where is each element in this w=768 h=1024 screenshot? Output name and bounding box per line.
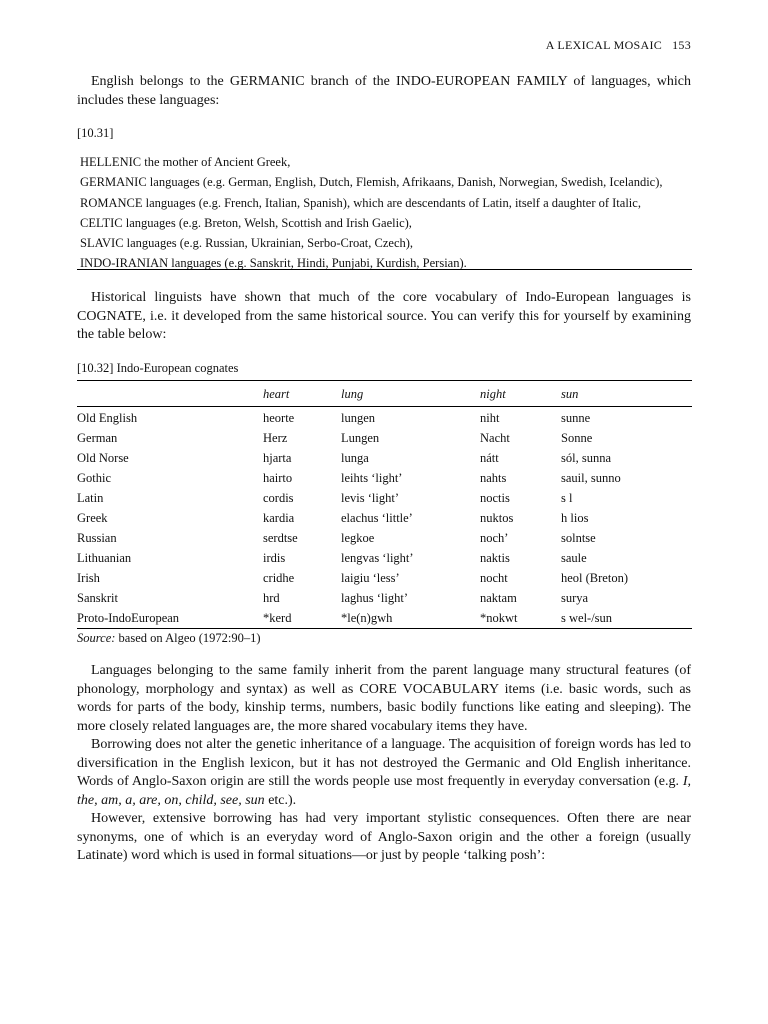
table-row [0, 471, 768, 491]
list-item: HELLENIC the mother of Ancient Greek, [80, 155, 291, 169]
list-item: ROMANCE languages (e.g. French, Italian, Spanish), which are descendants of Latin, itself a daughter of Italic, [80, 195, 641, 210]
table-cell-lung: legkoe [341, 531, 375, 545]
table-cell-language: Latin [77, 491, 104, 505]
table-row [0, 491, 768, 511]
table-cell-lung: levis ‘light’ [341, 491, 399, 505]
table-cell-lung: lunga [341, 451, 369, 465]
running-head [546, 38, 691, 53]
table-cell-sun: surya [561, 591, 589, 605]
table-cell-language: Old Norse [77, 451, 129, 465]
table-cell-sun: s wel-/sun [561, 611, 613, 625]
however-paragraph: However, extensive borrowing has had very important stylistic consequences. Often there are near synonyms, one of which is an everyday word of Anglo-Saxon origin and the other a foreign (usually Latinate) word which is used in formal situations—or just by people ‘talking posh’: [77, 811, 691, 863]
table-row [0, 571, 768, 591]
table-cell-lung: laghus ‘light’ [341, 591, 409, 605]
table-cell-lung: elachus ‘little’ [341, 511, 413, 525]
table-bottom-rule [77, 628, 692, 629]
table-cell-sun: heol (Breton) [561, 571, 628, 585]
table-cell-night: naktis [480, 551, 510, 565]
table-cell-sun: solntse [561, 531, 596, 545]
borrowing-tail: etc.). [264, 792, 297, 808]
table-row [0, 591, 768, 611]
table-cell-night: noctis [480, 491, 510, 505]
borrowing-text: Borrowing does not alter the genetic inheritance of a language. The acquisition of foreign words has led to diversification in the English lexicon, but it has not destroyed the Germanic and Old English inheritance. Words of Anglo-Saxon origin are still the words people use most frequently in everyday conversation (e.g. [77, 737, 691, 789]
column-header-night: night [480, 387, 506, 401]
borrowing-paragraph [77, 736, 691, 810]
table-source [77, 631, 261, 646]
table-cell-language: Lithuanian [77, 551, 132, 565]
column-header-sun: sun [561, 387, 579, 401]
table-cell-night: niht [480, 411, 500, 425]
table-cell-lung: lungen [341, 411, 376, 425]
table-row [0, 551, 768, 571]
table-cell-heart: cridhe [263, 571, 295, 585]
source-text: based on Algeo (1972:90–1) [118, 631, 261, 645]
table-cell-heart: Herz [263, 431, 288, 445]
table-cell-night: naktam [480, 591, 517, 605]
table-row [0, 431, 768, 451]
table-cell-language: Sanskrit [77, 591, 118, 605]
table-cell-sun: sól, sunna [561, 451, 611, 465]
table-cell-sun: sauil, sunno [561, 471, 621, 485]
table-cell-sun: saule [561, 551, 587, 565]
table-cell-night: nuktos [480, 511, 514, 525]
table-cell-lung: *le(n)gwh [341, 611, 393, 625]
table-cell-language: German [77, 431, 118, 445]
table-cell-heart: kardia [263, 511, 295, 525]
table-cell-sun: sunne [561, 411, 591, 425]
list-item: INDO-IRANIAN languages (e.g. Sanskrit, Hindi, Punjabi, Kurdish, Persian). [80, 256, 467, 271]
borrowing-examples: I, the, am, a, are, on, child, see, sun [77, 774, 691, 808]
table-cell-lung: leihts ‘light’ [341, 471, 403, 485]
table-header-rule [77, 406, 692, 407]
list-item: GERMANIC languages (e.g. German, English, Dutch, Flemish, Afrikaans, Danish, Norwegian, Swedish, Icelandic), [80, 175, 663, 190]
column-header-lung: lung [341, 387, 364, 401]
table-cell-night: nátt [480, 451, 499, 465]
table-cell-night: noch’ [480, 531, 509, 545]
table-cell-heart: heorte [263, 411, 295, 425]
table-cell-language: Proto-IndoEuropean [77, 611, 180, 625]
example-number: [10.31] [77, 126, 114, 140]
page-number: 153 [672, 38, 691, 52]
list-divider [77, 269, 692, 270]
table-cell-sun: Sonne [561, 431, 593, 445]
column-header-heart: heart [263, 387, 290, 401]
body-text [77, 662, 691, 866]
table-cell-night: Nacht [480, 431, 510, 445]
list-item: CELTIC languages (e.g. Breton, Welsh, Scottish and Irish Gaelic), [80, 215, 412, 230]
table-cell-heart: serdtse [263, 531, 298, 545]
table-row [0, 511, 768, 531]
table-cell-heart: cordis [263, 491, 294, 505]
language-list [80, 152, 663, 274]
table-cell-night: *nokwt [480, 611, 518, 625]
table-cell-language: Irish [77, 571, 100, 585]
table-row [0, 531, 768, 551]
table-cell-language: Russian [77, 531, 117, 545]
table-cell-language: Old English [77, 411, 138, 425]
table-cell-language: Gothic [77, 471, 112, 485]
table-cell-sun: h lios [561, 511, 589, 525]
table-cell-heart: hrd [263, 591, 280, 605]
running-title: A LEXICAL MOSAIC [545, 38, 663, 52]
table-cell-lung: laigiu ‘less’ [341, 571, 400, 585]
source-label: Source: [77, 631, 116, 645]
cognate-paragraph: Historical linguists have shown that much of the core vocabulary of Indo-European languages is COGNATE, i.e. it developed from the same historical source. You can verify this for yourself by examining the table below: [77, 290, 691, 342]
list-item: SLAVIC languages (e.g. Russian, Ukrainian, Serbo-Croat, Czech), [80, 236, 414, 251]
table-cell-language: Greek [77, 511, 108, 525]
table-row [0, 411, 768, 431]
table-cell-sun: s l [561, 491, 573, 505]
table-cell-night: nocht [480, 571, 508, 585]
table-cell-heart: hairto [263, 471, 293, 485]
table-caption: [10.32] Indo-European cognates [77, 361, 239, 375]
table-cell-heart: irdis [263, 551, 286, 565]
table-row [0, 451, 768, 471]
intro-paragraph: English belongs to the GERMANIC branch of the INDO-EUROPEAN FAMILY of languages, which includes these languages: [77, 74, 691, 108]
table-cell-heart: hjarta [263, 451, 292, 465]
table-cell-lung: Lungen [341, 431, 380, 445]
table-cell-night: nahts [480, 471, 507, 485]
table-top-rule [77, 380, 692, 381]
table-cell-heart: *kerd [263, 611, 292, 625]
family-paragraph: Languages belonging to the same family inherit from the parent language many structural features (of phonology, morphology and syntax) as well as CORE VOCABULARY items (i.e. basic words, such as words for parts of the body, kinship terms, numbers, basic bodily functions like eating and sleeping). The more closely related languages are, the more shared vocabulary items they have. [77, 663, 691, 734]
table-cell-lung: lengvas ‘light’ [341, 551, 414, 565]
